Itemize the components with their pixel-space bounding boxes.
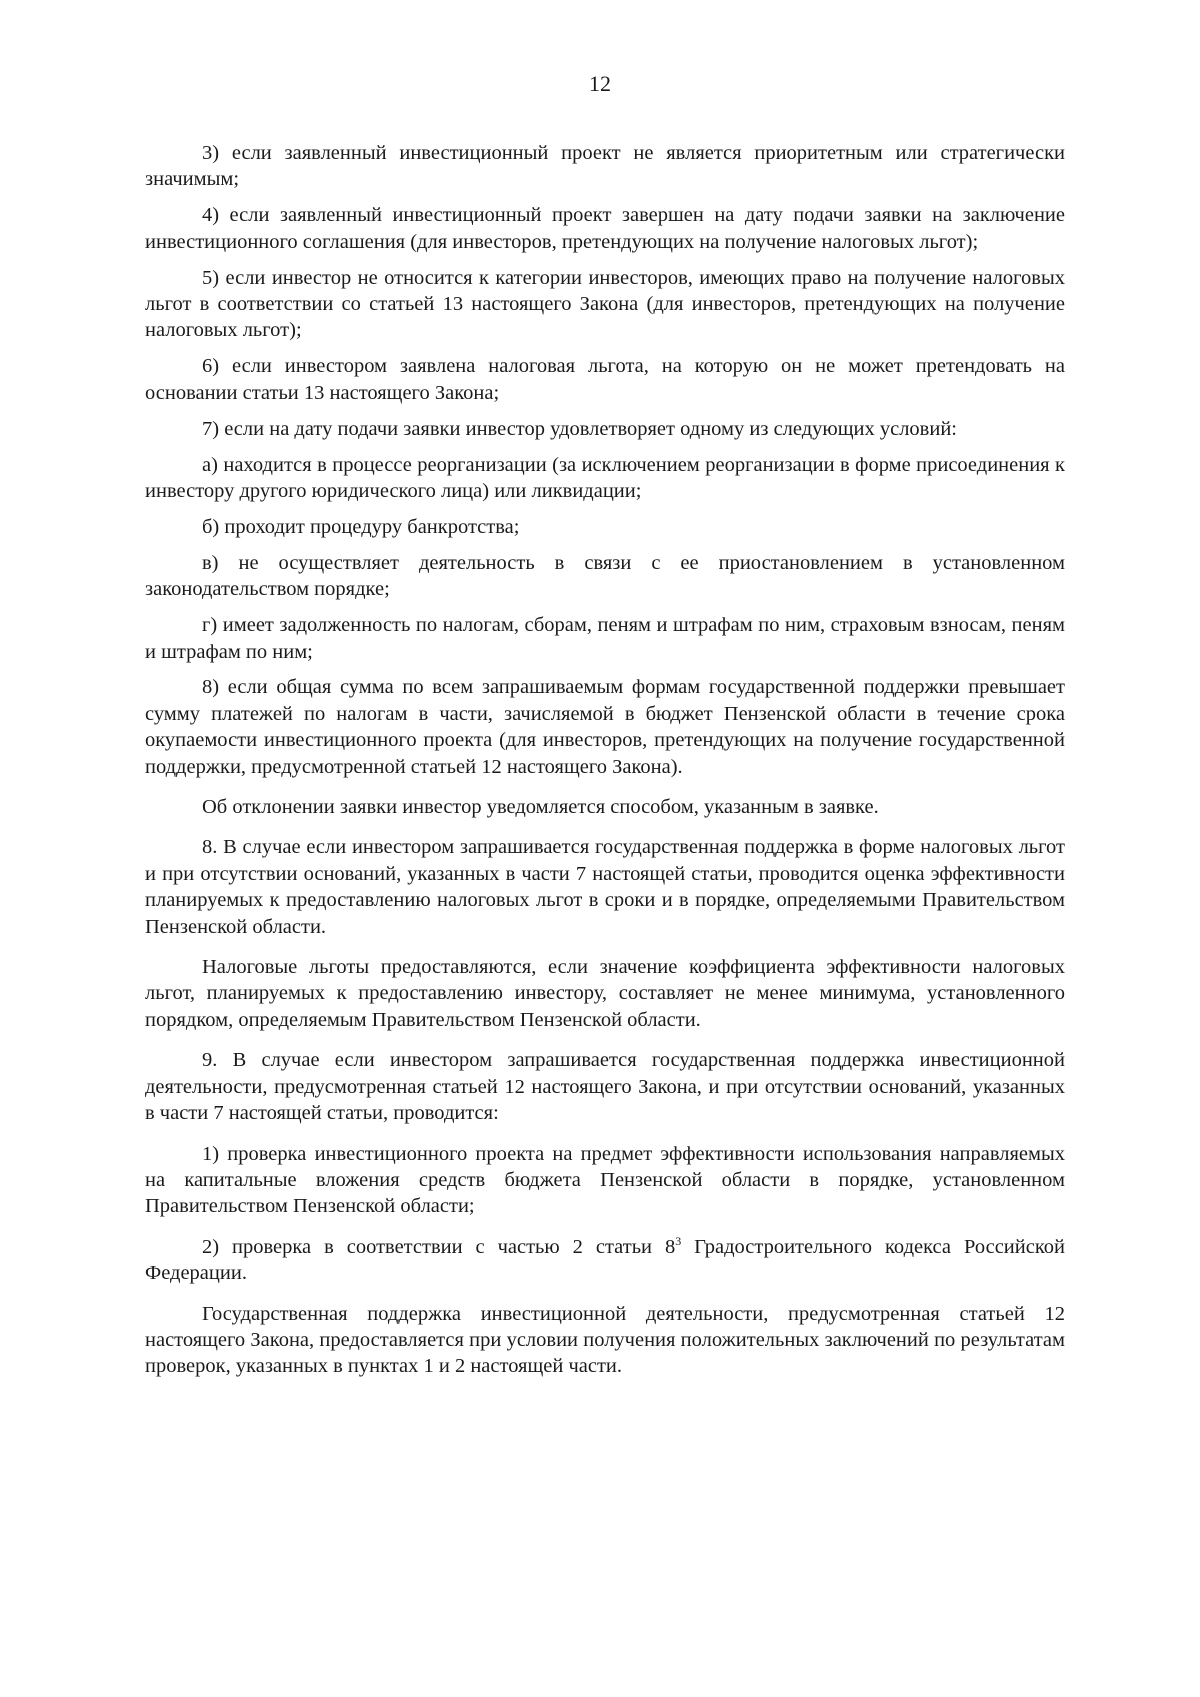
- support-condition-paragraph: Государственная поддержка инвестиционной деятельности, предусмотренная статьей 12 настоящего Закона, предоставляется при условии получения положительных заключений по результатам проверок, указанных в пунктах 1 и 2 настоящей части.: [145, 1302, 1065, 1378]
- part-8: 8. В случае если инвестором запрашивается государственная поддержка в форме налоговых льгот и при отсутствии оснований, указанных в части 7 настоящей статьи, проводится оценка эффективности планируемых к предоставлению налоговых льгот в сроки и в порядке, определяемыми Правительством Пензенской области.: [145, 836, 1065, 938]
- item-6: 6) если инвестором заявлена налоговая льгота, на которую он не может претендовать на основании статьи 13 настоящего Закона;: [145, 355, 1065, 404]
- document-body: [145, 140, 1065, 1389]
- superscript: 3: [675, 1233, 682, 1248]
- rejection-notice: Об отклонении заявки инвестор уведомляется способом, указанным в заявке.: [202, 796, 879, 819]
- item-8: 8) если общая сумма по всем запрашиваемым формам государственной поддержки превышает сумму платежей по налогам в части, зачисляемой в бюджет Пензенской области в течение срока окупаемости инвестиционного проекта (для инвесторов, претендующих на получение государственной поддержки, предусмотренной статьей 12 настоящего Закона).: [145, 676, 1065, 778]
- part-9-item-2-text-before: 2) проверка в соответствии с частью 2 статьи 8: [202, 1235, 676, 1258]
- part-9-item-2: [145, 1234, 1065, 1287]
- item-3: 3) если заявленный инвестиционный проект не является приоритетным или стратегически значимым;: [145, 142, 1065, 191]
- item-7g: г) имеет задолженность по налогам, сборам, пеням и штрафам по ним, страховым взносам, пеням и штрафам по ним;: [145, 614, 1065, 663]
- page-number: 12: [589, 71, 611, 96]
- part-9-item-1: 1) проверка инвестиционного проекта на предмет эффективности использования направляемых на капитальные вложения средств бюджета Пензенской области в порядке, установленном Правительством Пензенской области;: [145, 1142, 1065, 1218]
- item-5: 5) если инвестор не относится к категории инвесторов, имеющих право на получение налоговых льгот в соответствии со статьей 13 настоящего Закона (для инвесторов, претендующих на получение налоговых льгот);: [145, 266, 1065, 342]
- item-7v: в) не осуществляет деятельность в связи с ее приостановлением в установленном законодательством порядке;: [145, 551, 1065, 601]
- tax-benefit-paragraph: Налоговые льготы предоставляются, если значение коэффициента эффективности налоговых льгот, планируемых к предоставлению инвестору, составляет не менее минимума, установленного порядком, определяемым Правительством Пензенской области.: [145, 956, 1065, 1031]
- item-7a: а) находится в процессе реорганизации (за исключением реорганизации в форме присоединения к инвестору другого юридического лица) или ликвидации;: [145, 453, 1065, 502]
- item-7: 7) если на дату подачи заявки инвестор удовлетворяет одному из следующих условий:: [202, 417, 957, 440]
- item-7b: б) проходит процедуру банкротства;: [202, 515, 520, 538]
- part-9: 9. В случае если инвестором запрашивается государственная поддержка инвестиционной деятельности, предусмотренная статьей 12 настоящего Закона, и при отсутствии оснований, указанных в части 7 настоящей статьи, проводится:: [145, 1049, 1065, 1125]
- item-4: 4) если заявленный инвестиционный проект завершен на дату подачи заявки на заключение инвестиционного соглашения (для инвесторов, претендующих на получение налоговых льгот);: [145, 204, 1065, 253]
- part-9-item-2-text-after: Градостроительного кодекса Российской Федерации.: [145, 1235, 1065, 1285]
